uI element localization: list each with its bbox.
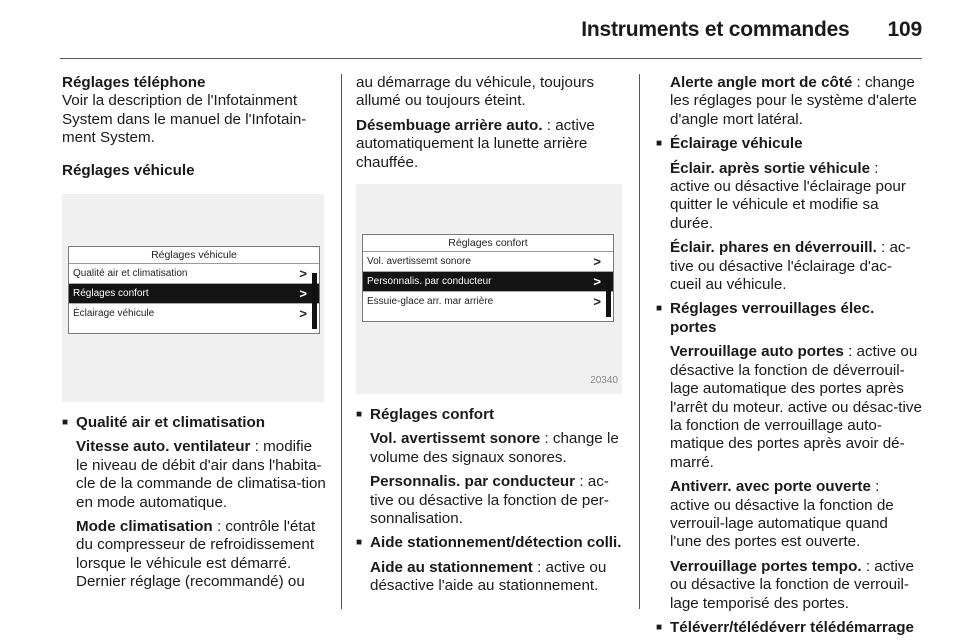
term: Mode climatisation <box>76 518 213 536</box>
chevron-right-icon: > <box>299 266 307 282</box>
definition <box>356 473 622 528</box>
chevron-right-icon: > <box>299 286 307 302</box>
column-3 <box>656 74 922 643</box>
description: : contrôle l'état du compresseur de refroidissement lorsque le véhicule est démarré. Dernier réglage (recommandé) ou <box>76 518 316 591</box>
menu-item[interactable] <box>69 304 319 323</box>
definition <box>356 430 622 467</box>
menu-item-label: Réglages confort <box>73 288 149 300</box>
menu-item-selected[interactable] <box>363 272 613 292</box>
menu-item[interactable] <box>363 252 613 272</box>
screen-title: Réglages confort <box>363 235 613 252</box>
bullet-heading: ■ Aide stationnement/détection colli. <box>356 534 622 552</box>
term: Aide au stationnement <box>370 558 533 576</box>
definition <box>656 343 922 472</box>
term: Éclair. après sortie véhicule <box>670 159 871 177</box>
description: : active ou désactive la fonction de déverrouil-lage automatique des portes après l'arrêt du moteur. active ou désac-tive la fonction de verrouillage auto-matique des portes après avoir dé-marré. <box>670 343 922 471</box>
description: : active ou désactive la fonction de verrouil-lage automatique quand l'une des portes est ouverte. <box>670 478 894 551</box>
column-divider <box>341 74 342 609</box>
menu-item-label: Éclairage véhicule <box>73 308 155 320</box>
term: Alerte angle mort de côté <box>670 74 853 91</box>
term: Éclair. phares en déverrouill. <box>670 239 877 257</box>
definition <box>656 558 922 613</box>
description: : ac-tive ou désactive la fonction de per-sonnalisation. <box>370 473 609 528</box>
menu-item-label: Personnalis. par conducteur <box>367 276 492 288</box>
page-header <box>42 18 922 46</box>
definition <box>656 478 922 552</box>
description: : change les réglages pour le système d'alerte d'angle mort latéral. <box>670 74 917 128</box>
display-screen <box>68 246 320 334</box>
menu-item-label: Vol. avertissemt sonore <box>367 256 471 268</box>
description: : ac-tive ou désactive l'éclairage d'ac-cueil au véhicule. <box>670 239 911 294</box>
menu-item-label: Essuie-glace arr. mar arrière <box>367 296 494 308</box>
menu-item[interactable] <box>69 264 319 284</box>
screen-figure <box>356 184 622 394</box>
term: Antiverr. avec porte ouverte <box>670 478 871 496</box>
description: : modifie le niveau de débit d'air dans l'habita-cle de la commande de climatisa-tion en mode automatique. <box>76 438 326 511</box>
chevron-right-icon: > <box>299 306 307 322</box>
bullet-heading: ■ Téléverr/télédéverr télédémarrage <box>656 619 922 637</box>
term: Désembuage arrière auto. <box>356 116 543 134</box>
term: Vitesse auto. ventilateur <box>76 438 251 456</box>
page-number: 109 <box>887 18 922 41</box>
screen-title: Réglages véhicule <box>69 247 319 264</box>
column-divider <box>639 74 640 609</box>
definition <box>656 239 922 294</box>
scrollbar <box>606 279 611 317</box>
menu-item[interactable] <box>363 292 613 311</box>
description: : change le volume des signaux sonores. <box>370 430 619 466</box>
description: : active ou désactive la fonction de verrouil-lage temporisé des portes. <box>670 557 914 612</box>
menu-item-label: Qualité air et climatisation <box>73 268 188 280</box>
chevron-right-icon: > <box>593 254 601 270</box>
screen-figure <box>62 194 324 402</box>
term: Verrouillage portes tempo. <box>670 557 862 575</box>
section-heading: Réglages téléphone <box>62 74 206 91</box>
page-title: Instruments et commandes <box>581 18 850 41</box>
section-heading: Réglages véhicule <box>62 161 195 179</box>
definition <box>62 518 328 592</box>
definition <box>356 559 622 596</box>
scrollbar <box>312 273 317 329</box>
definition <box>656 160 922 234</box>
definition <box>62 438 328 512</box>
display-screen <box>362 234 614 322</box>
column-2 <box>356 74 622 602</box>
column-1 <box>62 74 328 598</box>
chevron-right-icon: > <box>593 274 601 290</box>
bullet-heading: ■ Qualité air et climatisation <box>62 414 328 432</box>
description: : active ou désactive l'aide au stationnement. <box>370 558 607 595</box>
bullet-heading: ■ Réglages confort <box>356 406 622 424</box>
chevron-right-icon: > <box>593 294 601 310</box>
bullet-heading: ■ Réglages verrouillages élec. portes <box>656 300 922 337</box>
bullet-heading: ■ Éclairage véhicule <box>656 135 922 153</box>
description: : active automatiquement la lunette arrière chauffée. <box>356 116 595 171</box>
menu-item-selected[interactable] <box>69 284 319 304</box>
term: Personnalis. par conducteur <box>370 473 576 491</box>
term: Verrouillage auto portes <box>670 343 844 361</box>
paragraph: Voir la description de l'Infotainment System dans le manuel de l'Infotain-ment System. <box>62 92 307 147</box>
paragraph: au démarrage du véhicule, toujours allumé ou toujours éteint. <box>356 74 595 110</box>
definition <box>656 74 922 129</box>
term: Vol. avertissemt sonore <box>370 430 541 448</box>
header-rule <box>60 58 922 59</box>
figure-number: 20340 <box>590 374 618 386</box>
definition <box>356 117 622 172</box>
description: : active ou désactive l'éclairage pour quitter le véhicule et modifie sa durée. <box>670 159 906 232</box>
